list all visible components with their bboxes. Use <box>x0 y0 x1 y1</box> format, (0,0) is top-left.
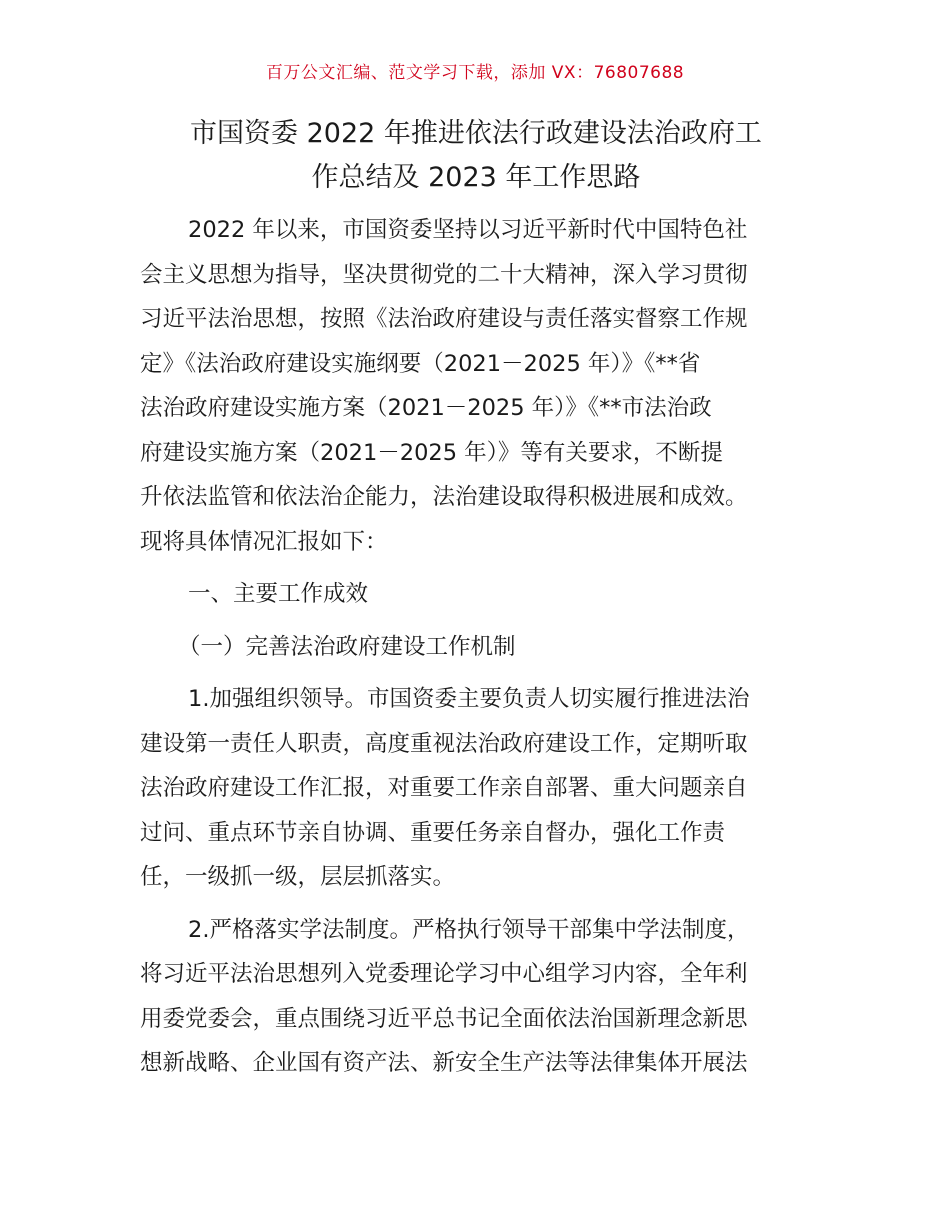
paragraph-line: 想新战略、企业国有资产法、新安全生产法等法律集体开展法 <box>140 1050 748 1076</box>
heading-text: 一、主要工作成效 <box>188 581 369 607</box>
paragraph-line: 将习近平法治思想列入党委理论学习中心组学习内容，全年利 <box>140 961 748 987</box>
title-line: 市国资委 2022 年推进依法行政建设法治政府工 <box>190 118 762 149</box>
paragraph-line: 法治政府建设工作汇报，对重要工作亲自部署、重大问题亲自 <box>140 775 748 801</box>
paragraph-line: 过问、重点环节亲自协调、重要任务亲自督办，强化工作责 <box>140 819 726 846</box>
paragraph-line: 现将具体情况汇报如下： <box>140 528 388 555</box>
header-note: 百万公文汇编、范文学习下载，添加 VX：76807688 <box>265 63 685 83</box>
title-line: 作总结及 2023 年工作思路 <box>311 162 641 193</box>
spacer <box>140 564 815 572</box>
paragraph-line: 府建设实施方案（2021－2025 年）》等有关要求，不断提 <box>140 439 723 466</box>
paragraph-line: 会主义思想为指导，坚决贯彻党的二十大精神，深入学习贯彻 <box>140 261 748 288</box>
paragraph-line: 法治政府建设实施方案（2021－2025 年）》《**市法治政 <box>140 395 712 421</box>
paragraph-line: 用委党委会，重点围绕习近平总书记全面依法治国新理念新思 <box>140 1005 748 1032</box>
paragraph-law-study <box>140 908 815 1086</box>
paragraph-line: 1.加强组织领导。市国资委主要负责人切实履行推进法治 <box>188 686 750 712</box>
paragraph-line: 建设第一责任人职责，高度重视法治政府建设工作，定期听取 <box>140 730 748 757</box>
subsection-heading <box>140 625 815 670</box>
paragraph-line: 任，一级抓一级，层层抓落实。 <box>140 864 456 890</box>
intro-paragraph <box>140 208 815 564</box>
section-heading <box>140 572 815 617</box>
heading-text: （一）完善法治政府建设工作机制 <box>178 633 516 660</box>
document-body <box>140 208 815 1086</box>
document-title <box>140 112 812 200</box>
paragraph-line: 升依法监管和依法治企能力，法治建设取得积极进展和成效。 <box>140 484 748 510</box>
paragraph-line: 2.严格落实学法制度。严格执行领导干部集中学法制度， <box>188 916 750 943</box>
paragraph-organization-leadership <box>140 677 815 900</box>
paragraph-line: 定》《法治政府建设实施纲要（2021－2025 年）》《**省 <box>140 350 701 377</box>
spacer <box>140 900 815 908</box>
spacer <box>140 669 815 677</box>
paragraph-line: 习近平法治思想，按照《法治政府建设与责任落实督察工作规 <box>140 306 748 332</box>
paragraph-line: 2022 年以来，市国资委坚持以习近平新时代中国特色社 <box>188 217 748 243</box>
spacer <box>140 617 815 625</box>
